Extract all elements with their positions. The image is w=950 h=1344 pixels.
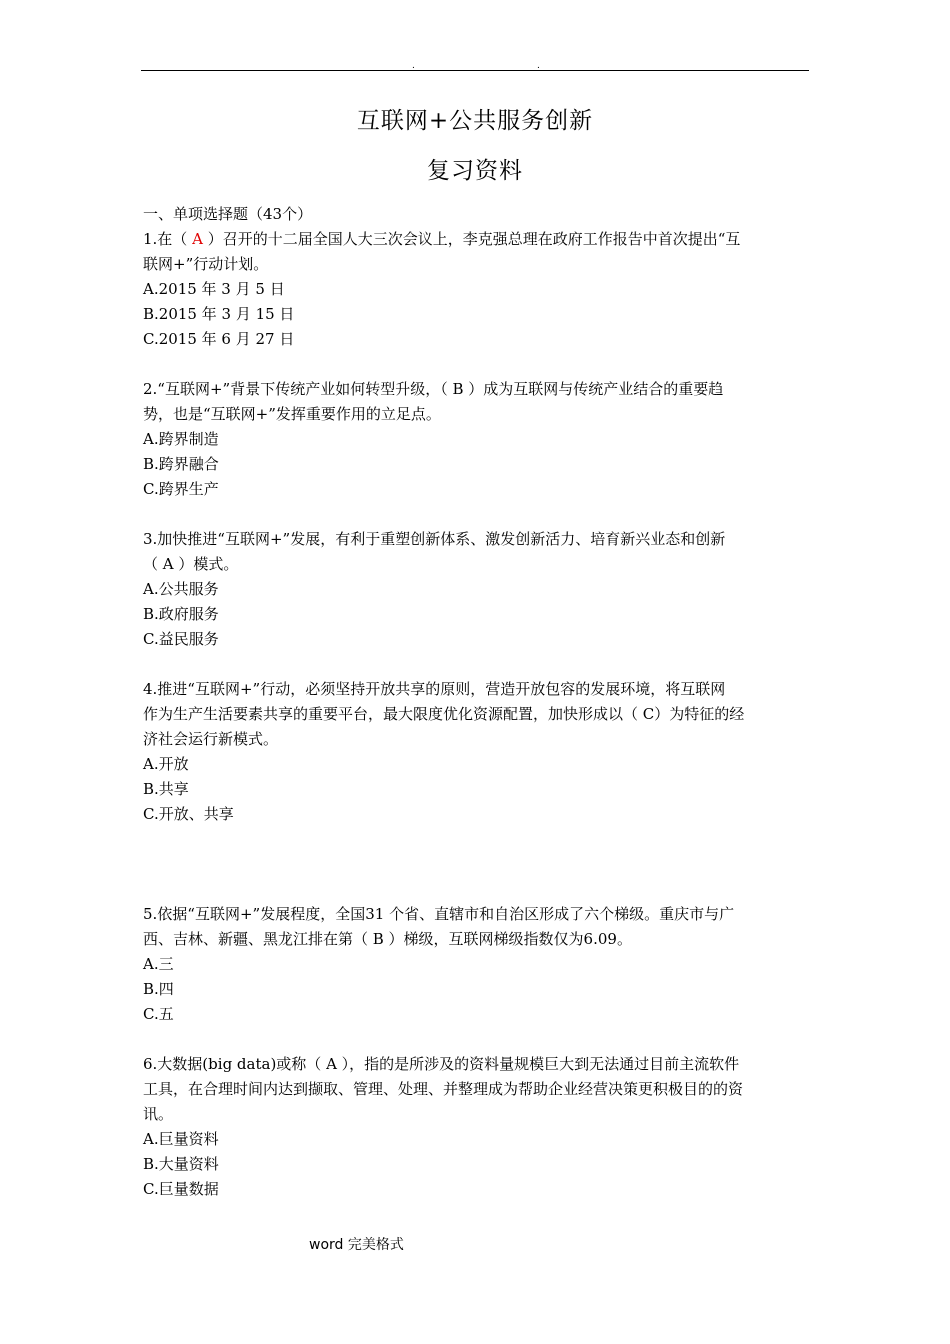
answer-highlight: A [192, 230, 203, 248]
question-text: 5.依据“互联网+”发展程度，全国31 个省、直辖市和自治区形成了六个梯级。重庆市与广 [143, 905, 735, 923]
question-6 [143, 1052, 811, 1202]
question-1 [143, 227, 811, 352]
question-4 [143, 677, 811, 827]
question-text: 联网+”行动计划。 [143, 255, 269, 273]
document-subtitle: 复习资料 [427, 158, 523, 184]
option: A.开放 [143, 755, 189, 773]
header-rule [141, 70, 809, 71]
option: B.政府服务 [143, 605, 219, 623]
question-5 [143, 902, 811, 1027]
option: C.巨量数据 [143, 1180, 219, 1198]
question-text: 作为生产生活要素共享的重要平台，最大限度优化资源配置，加快形成以（ C）为特征的经 [143, 705, 745, 723]
option: C.益民服务 [143, 630, 219, 648]
option: A.巨量资料 [143, 1130, 219, 1148]
option: B.2015 年 3 月 15 日 [143, 305, 295, 323]
question-text: 6.大数据(big data)或称（ A ），指的是所涉及的资料量规模巨大到无法通过目前主流软件 [143, 1055, 740, 1073]
option: C.开放、共享 [143, 805, 234, 823]
option: A.公共服务 [143, 580, 219, 598]
question-text: 4.推进“互联网+”行动，必须坚持开放共享的原则，营造开放包容的发展环境，将互联网 [143, 680, 726, 698]
option: A.2015 年 3 月 5 日 [143, 280, 285, 298]
question-text: 势，也是“互联网+”发挥重要作用的立足点。 [143, 405, 441, 423]
option: A.三 [143, 955, 174, 973]
question-text: 3.加快推进“互联网+”发展，有利于重塑创新体系、激发创新活力、培育新兴业态和创新 [143, 530, 726, 548]
section-heading: 一、单项选择题（43个） [143, 205, 313, 223]
footer-text: word 完美格式 [309, 1237, 404, 1253]
question-text: （ A ）模式。 [143, 555, 239, 573]
question-text: 1.在（ A ）召开的十二届全国人大三次会议上，李克强总理在政府工作报告中首次提出“互 [143, 230, 741, 248]
question-text: 工具，在合理时间内达到撷取、管理、处理、并整理成为帮助企业经营决策更积极目的的资 [143, 1080, 744, 1098]
option: B.大量资料 [143, 1155, 219, 1173]
option: C.跨界生产 [143, 480, 219, 498]
option: C.五 [143, 1005, 174, 1023]
question-text: 济社会运行新模式。 [143, 730, 279, 748]
document-body [143, 202, 811, 1202]
header-dot: . [412, 61, 415, 71]
option: B.共享 [143, 780, 189, 798]
question-2 [143, 377, 811, 502]
option: B.跨界融合 [143, 455, 219, 473]
header-dot: . [537, 61, 540, 71]
question-3 [143, 527, 811, 652]
option: C.2015 年 6 月 27 日 [143, 330, 295, 348]
question-text: 讯。 [143, 1105, 174, 1123]
document-title: 互联网+公共服务创新 [356, 108, 594, 134]
question-text: 2.“互联网+”背景下传统产业如何转型升级，（ B ）成为互联网与传统产业结合的重要趋 [143, 380, 724, 398]
question-text: 西、吉林、新疆、黑龙江排在第（ B ）梯级，互联网梯级指数仅为6.09。 [143, 930, 632, 948]
option: A.跨界制造 [143, 430, 219, 448]
option: B.四 [143, 980, 174, 998]
